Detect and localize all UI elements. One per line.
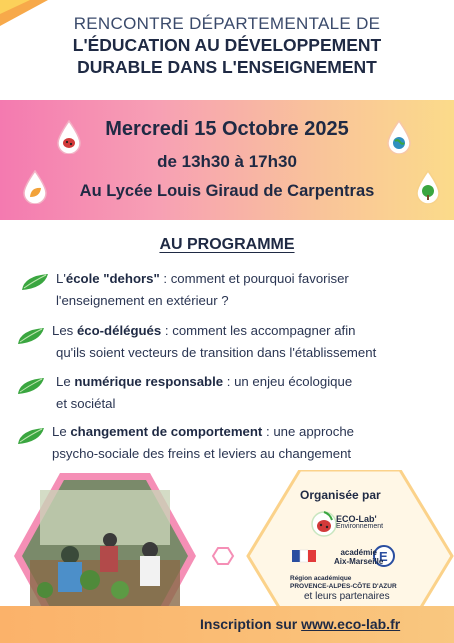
academie-logo-text xyxy=(334,548,383,566)
region-text xyxy=(290,575,397,591)
item-text-post: : une approche xyxy=(262,424,354,439)
tree-drop-icon xyxy=(415,170,441,204)
item-text-post: : un enjeu écologique xyxy=(223,374,353,389)
ladybug-drop-icon xyxy=(56,120,82,154)
item-text-post: : comment les accompagner afin xyxy=(161,323,356,338)
registration-text xyxy=(200,616,400,632)
item-text-pre: Le xyxy=(52,424,71,439)
ecolab-subtitle: Environnement xyxy=(336,523,384,530)
academie-line-1: académie xyxy=(340,548,377,557)
item-text-pre: Les xyxy=(52,323,77,338)
ecolab-name: ECO-Lab' xyxy=(336,514,377,524)
partners-text: et leurs partenaires xyxy=(304,591,390,602)
leaf-icon xyxy=(16,326,46,346)
event-place: Au Lycée Louis Giraud de Carpentras xyxy=(79,182,375,200)
academie-line-2: Aix-Marseille xyxy=(334,557,384,566)
item-text-pre: Le xyxy=(56,374,75,389)
leaf-icon xyxy=(16,376,46,396)
organisers-title: Organisée par xyxy=(300,488,381,502)
header-line-3: DURABLE DANS L'ENSEIGNEMENT xyxy=(77,57,377,77)
footer-band xyxy=(0,606,454,643)
programme-item-line-1 xyxy=(52,421,354,442)
event-time: de 13h30 à 17h30 xyxy=(157,152,297,171)
leaf-icon xyxy=(16,426,46,446)
item-text-bold: numérique responsable xyxy=(74,374,224,389)
event-date: Mercredi 15 Octobre 2025 xyxy=(105,118,349,140)
programme-item-line-2: et sociétal xyxy=(56,396,116,411)
header-line-2: L'ÉDUCATION AU DÉVELOPPEMENT xyxy=(72,35,382,55)
programme-item-line-2: qu'ils soient vecteurs de transition dans l'établissement xyxy=(56,345,377,360)
globe-drop-icon xyxy=(386,120,412,154)
programme-title: AU PROGRAMME xyxy=(159,236,295,253)
programme-item-line-2: psycho-sociale des freins et leviers au changement xyxy=(52,446,352,461)
event-band xyxy=(0,100,454,220)
region-line-1: Région académique xyxy=(290,575,352,582)
svg-text:E: E xyxy=(379,549,388,564)
header-line-1: RENCONTRE DÉPARTEMENTALE DE xyxy=(73,14,381,33)
leaf-icon xyxy=(20,272,50,292)
item-text-bold: changement de comportement xyxy=(70,424,263,439)
item-text-pre: L' xyxy=(56,271,66,286)
programme-item-line-1 xyxy=(56,268,349,289)
ecolab-logo-text xyxy=(336,515,383,531)
leaf-drop-icon xyxy=(22,170,48,204)
programme-item-line-1 xyxy=(56,371,352,392)
registration-link[interactable]: www.eco-lab.fr xyxy=(301,616,401,632)
item-text-bold: éco-délégués xyxy=(76,323,162,338)
programme-item-line-1 xyxy=(52,320,355,341)
programme-item-line-2: l'enseignement en extérieur ? xyxy=(56,293,229,308)
header xyxy=(0,14,454,78)
region-line-2: PROVENCE-ALPES-CÔTE D'AZUR xyxy=(290,583,397,590)
item-text-bold: école "dehors" xyxy=(65,271,160,286)
item-text-post: : comment et pourquoi favoriser xyxy=(159,271,349,286)
registration-label: Inscription sur xyxy=(200,616,302,632)
